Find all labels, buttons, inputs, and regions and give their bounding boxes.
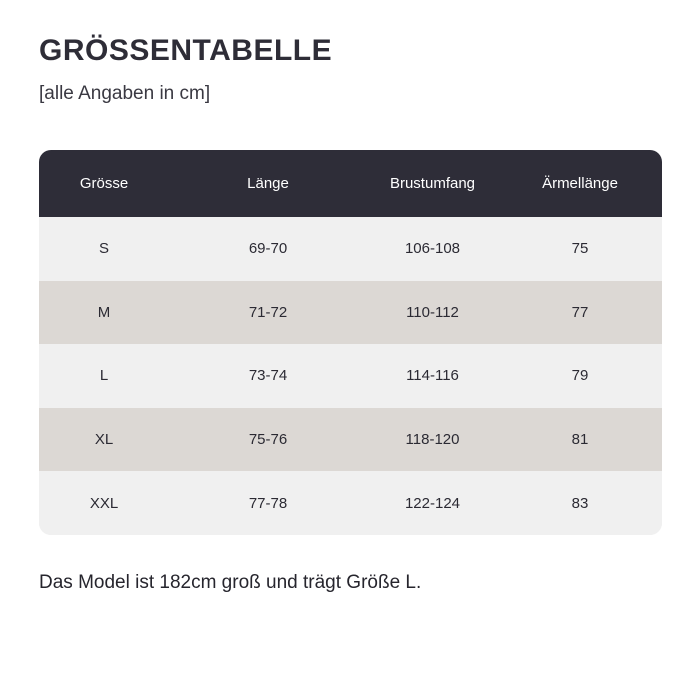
table-row <box>39 408 662 472</box>
table-row <box>39 217 662 281</box>
cell-sleeve: 77 <box>571 303 589 321</box>
cell-size: XL <box>94 431 114 449</box>
cell-sleeve: 79 <box>571 367 589 385</box>
cell-length: 73-74 <box>248 367 288 385</box>
table-row <box>39 344 662 408</box>
cell-chest: 110-112 <box>406 303 459 321</box>
table-row <box>39 471 662 535</box>
column-header-length: Länge <box>247 175 289 192</box>
cell-sleeve: 83 <box>571 494 589 512</box>
cell-chest: 122-124 <box>404 494 461 512</box>
cell-chest: 106-108 <box>404 240 461 258</box>
cell-sleeve: 75 <box>571 240 589 258</box>
page-title: GRÖSSENTABELLE <box>39 34 333 67</box>
cell-size: XXL <box>89 494 119 512</box>
table-row <box>39 281 662 345</box>
model-footnote: Das Model ist 182cm groß und trägt Größe L. <box>39 572 422 593</box>
size-table-container <box>39 150 662 535</box>
size-table <box>39 150 662 535</box>
column-header-size: Grösse <box>79 175 129 192</box>
cell-size: S <box>98 240 109 258</box>
cell-length: 77-78 <box>248 494 288 512</box>
column-header-sleeve: Ärmellänge <box>542 175 618 192</box>
cell-sleeve: 81 <box>571 431 589 449</box>
column-header-chest: Brustumfang <box>389 175 476 192</box>
cell-size: M <box>97 303 111 321</box>
table-header-row <box>39 150 662 217</box>
cell-length: 71-72 <box>248 303 288 321</box>
page-subtitle: [alle Angaben in cm] <box>39 83 211 104</box>
cell-chest: 118-120 <box>405 431 460 449</box>
cell-size: L <box>99 367 109 385</box>
cell-chest: 114-116 <box>406 367 459 385</box>
cell-length: 69-70 <box>248 240 288 258</box>
cell-length: 75-76 <box>248 431 288 449</box>
